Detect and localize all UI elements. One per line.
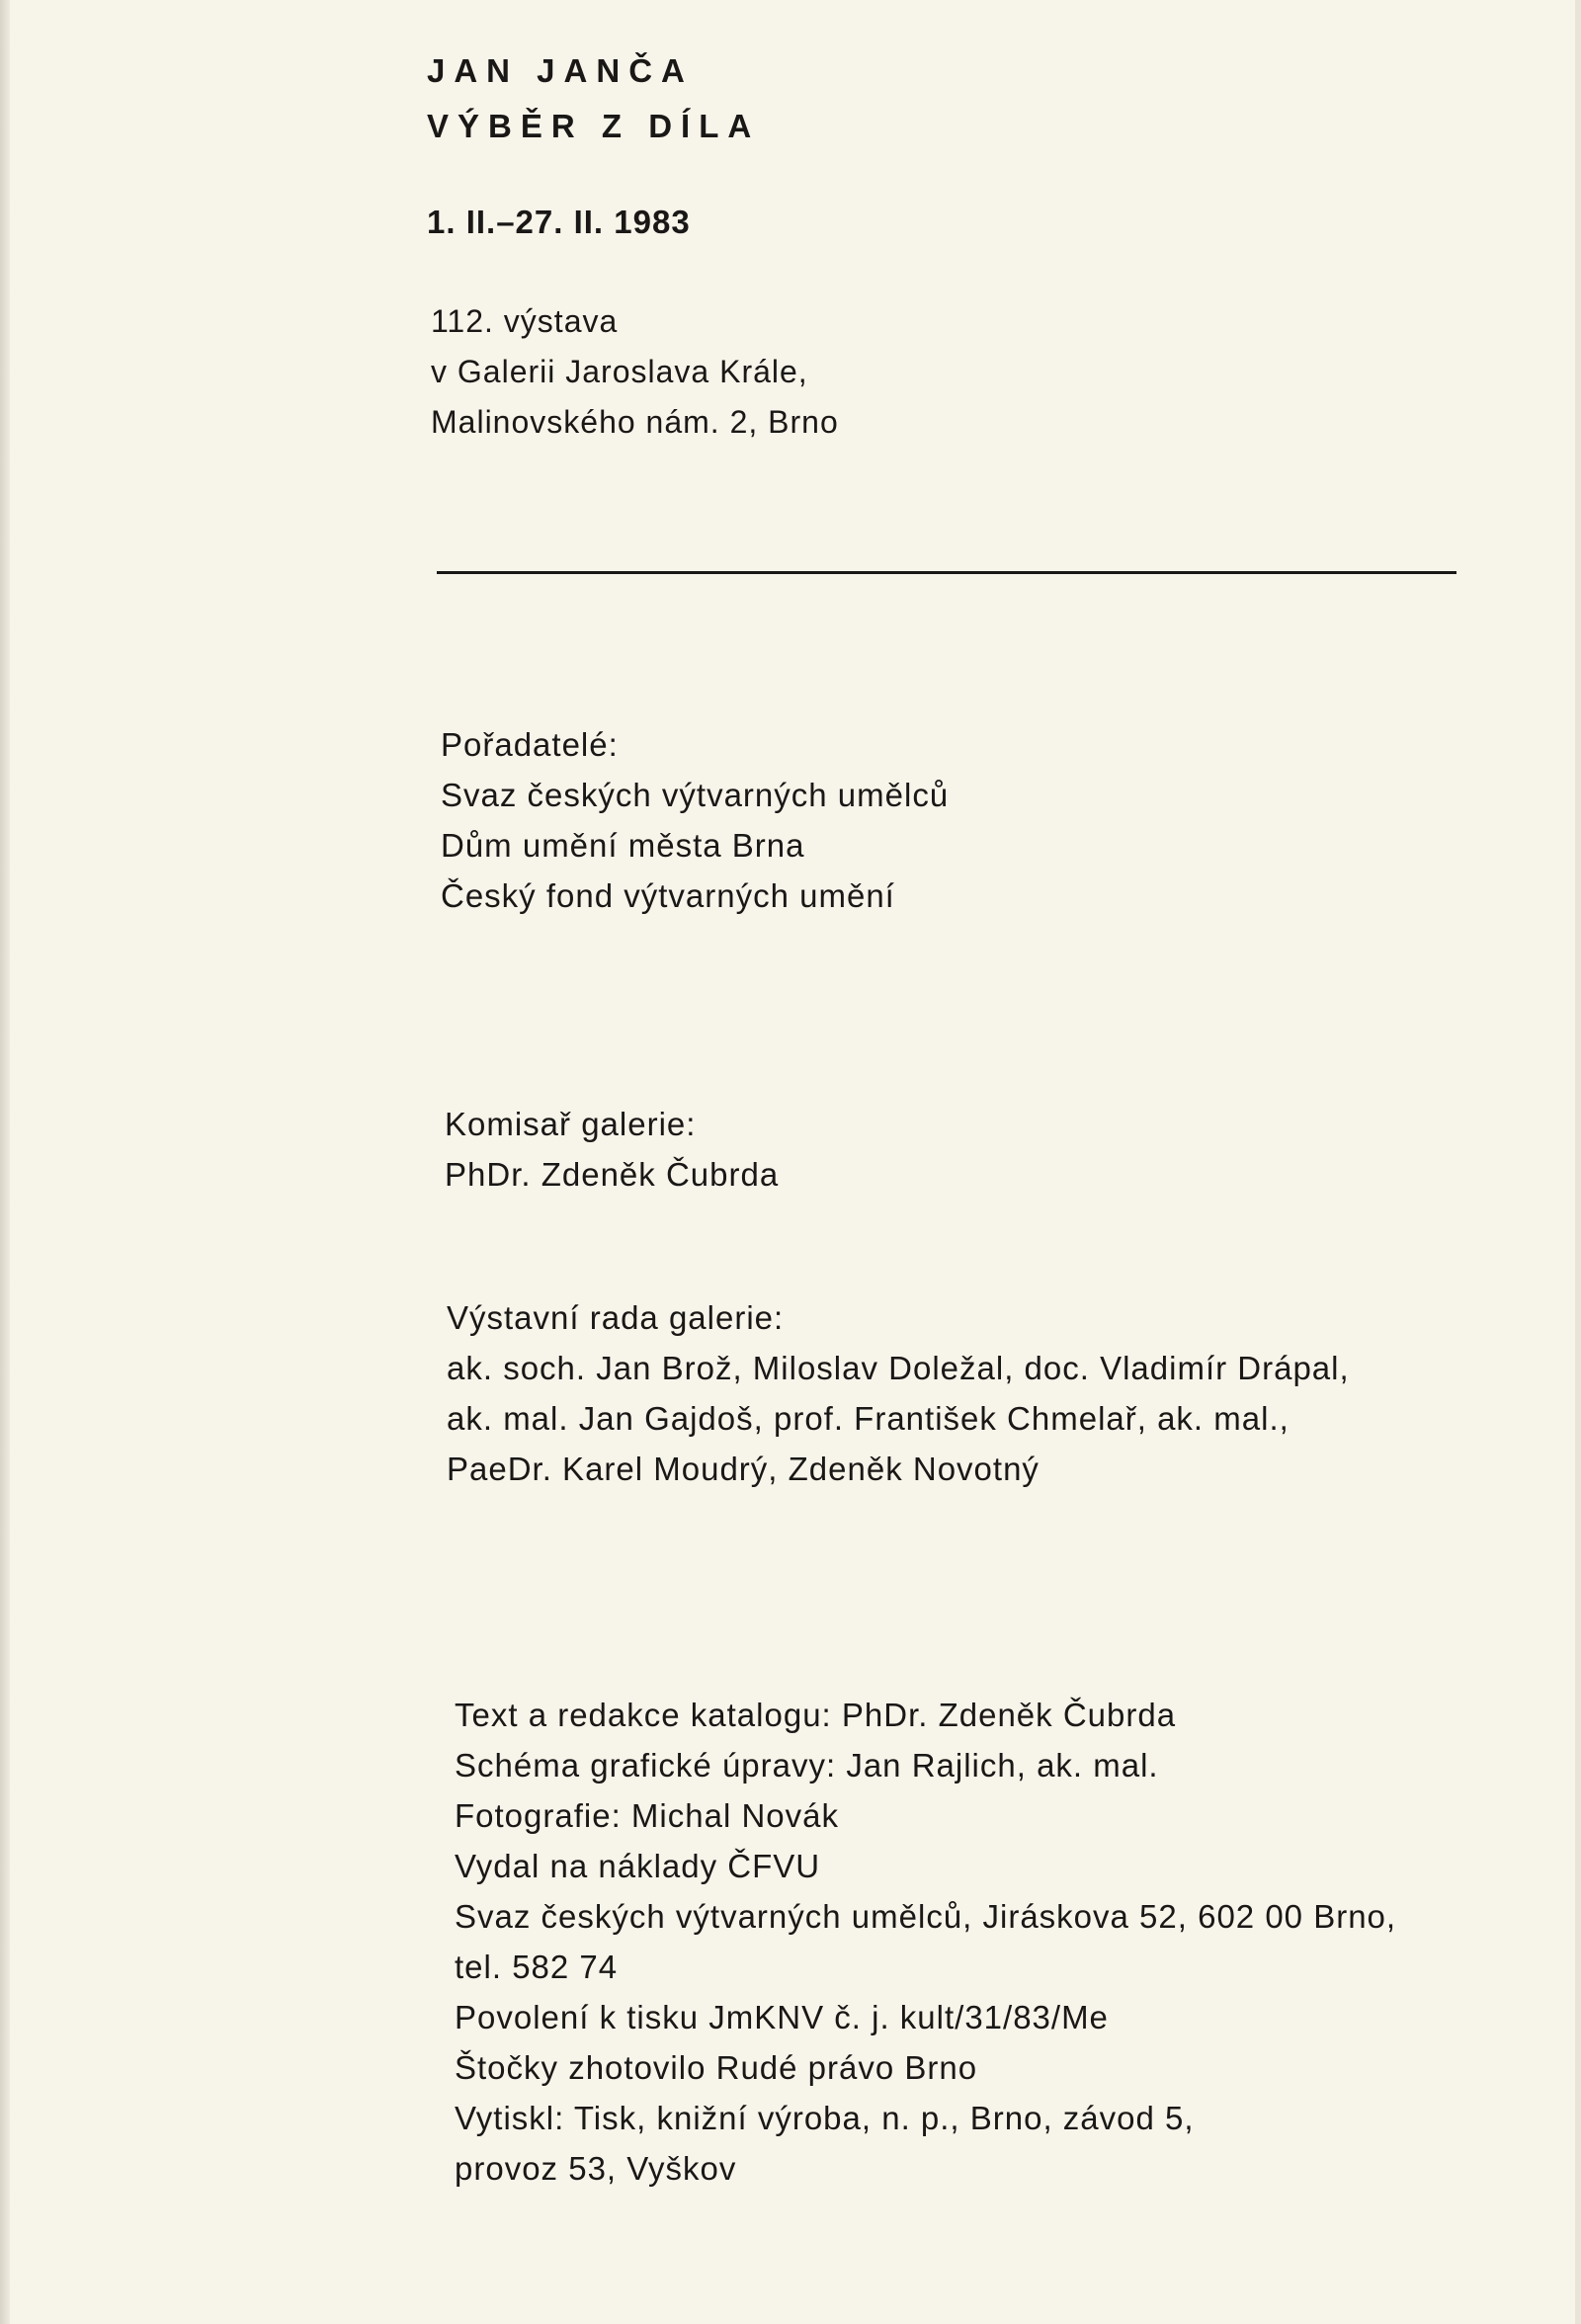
credit-line: Vytiskl: Tisk, knižní výroba, n. p., Brno, závod 5, xyxy=(455,2100,1195,2136)
exhibition-dates: 1. II.–27. II. 1983 xyxy=(427,204,691,240)
credit-line: Text a redakce katalogu: PhDr. Zdeněk Čubrda xyxy=(455,1697,1177,1733)
title-block xyxy=(427,43,760,154)
organizer-line: Dům umění města Brna xyxy=(441,827,805,864)
venue-line: v Galerii Jaroslava Krále, xyxy=(431,354,808,389)
credit-line: Fotografie: Michal Novák xyxy=(455,1797,839,1834)
board-line: ak. mal. Jan Gajdoš, prof. František Chmelař, ak. mal., xyxy=(447,1400,1290,1437)
credit-line: Svaz českých výtvarných umělců, Jiráskova 52, 602 00 Brno, xyxy=(455,1898,1397,1935)
page-edge xyxy=(1575,0,1581,2324)
credits-block xyxy=(455,1690,1396,2194)
commissioner-name: PhDr. Zdeněk Čubrda xyxy=(445,1156,780,1193)
organizer-line: Svaz českých výtvarných umělců xyxy=(441,777,950,813)
organizer-line: Český fond výtvarných umění xyxy=(441,877,895,914)
exhibition-subtitle: VÝBĚR Z DÍLA xyxy=(427,108,761,144)
organizers-heading: Pořadatelé: xyxy=(441,726,619,763)
credit-line: Schéma grafické úpravy: Jan Rajlich, ak. mal. xyxy=(455,1747,1159,1784)
venue-line: Malinovského nám. 2, Brno xyxy=(431,404,839,440)
artist-name: JAN JANČA xyxy=(427,52,694,89)
credit-line: tel. 582 74 xyxy=(455,1949,619,1985)
credit-line: Štočky zhotovilo Rudé právo Brno xyxy=(455,2049,978,2086)
divider xyxy=(437,571,1456,574)
venue-line: 112. výstava xyxy=(431,303,619,339)
credit-line: Vydal na náklady ČFVU xyxy=(455,1848,821,1884)
page-spine xyxy=(0,0,10,2324)
commissioner-block xyxy=(445,1099,779,1200)
credit-line: provoz 53, Vyškov xyxy=(455,2150,737,2187)
commissioner-heading: Komisař galerie: xyxy=(445,1106,697,1142)
board-line: PaeDr. Karel Moudrý, Zdeněk Novotný xyxy=(447,1451,1040,1487)
board-heading: Výstavní rada galerie: xyxy=(447,1299,785,1336)
board-block xyxy=(447,1292,1350,1494)
venue-block xyxy=(431,296,839,448)
credit-line: Povolení k tisku JmKNV č. j. kult/31/83/Me xyxy=(455,1999,1109,2035)
board-line: ak. soch. Jan Brož, Miloslav Doležal, doc. Vladimír Drápal, xyxy=(447,1350,1350,1386)
organizers-block xyxy=(441,719,949,921)
